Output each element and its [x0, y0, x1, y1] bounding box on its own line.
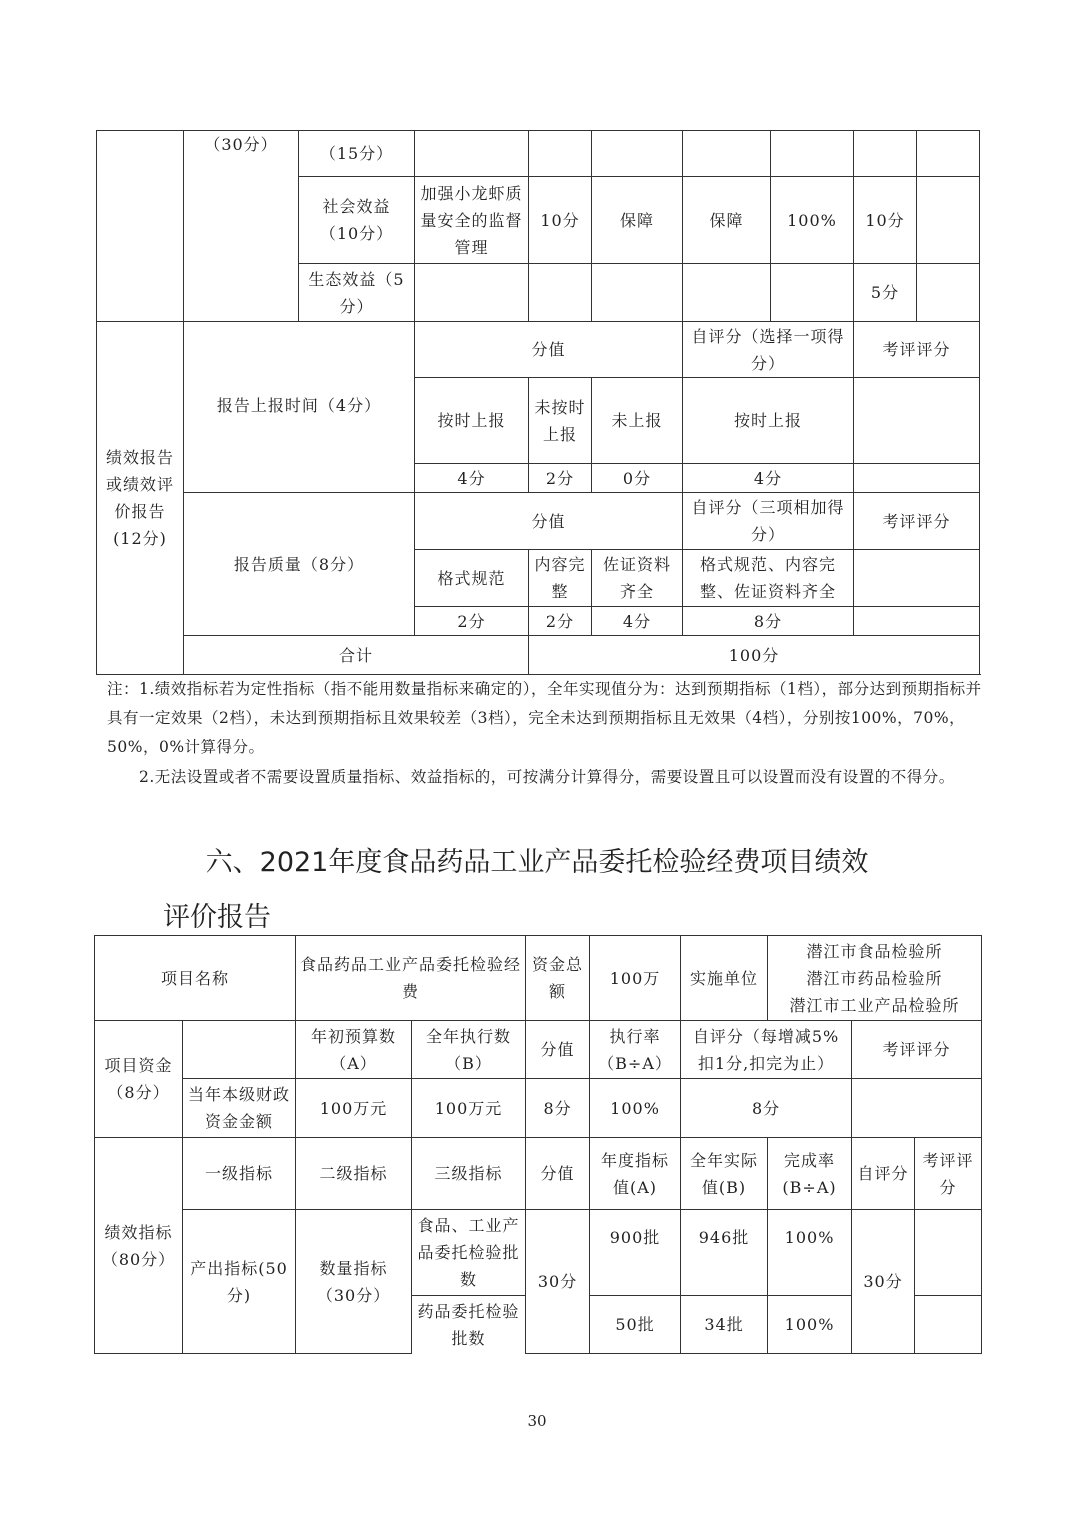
- section-title-cont: 评价报告: [163, 902, 271, 933]
- note-1: 注：1.绩效指标若为定性指标（指不能用数量指标来确定的），全年实现值分为：达到预期指标（1档），部分达到预期指标并具有一定效果（2档），未达到预期指标且效果较差（3档），完全未达到预期指标且无效果（4档），分别按100%，70%，50%，0%计算得分。: [107, 680, 982, 756]
- exec-rate-label: 执行率（B÷A）: [590, 1021, 681, 1079]
- quality-evidence: 佐证资料齐全: [592, 550, 683, 607]
- impl-unit-drug: 潜江市药品检验所: [806, 968, 943, 988]
- impl-unit-industry: 潜江市工业产品检验所: [789, 995, 960, 1015]
- self-score-value: 8分: [681, 1079, 852, 1138]
- social-benefit-actual: 保障: [683, 177, 771, 264]
- indicator-2-target: 50批: [590, 1296, 681, 1354]
- quality-format: 格式规范: [415, 550, 529, 607]
- exec-label: 全年执行数（B）: [412, 1021, 526, 1079]
- category-cell-empty: [97, 131, 184, 322]
- quality-value-format: 2分: [415, 607, 529, 636]
- impl-unit-food: 潜江市食品检验所: [806, 941, 943, 961]
- header-level1: 一级指标: [183, 1138, 296, 1210]
- fin-label: 当年本级财政资金金额: [183, 1079, 296, 1138]
- indicator-1-rate: 100%: [768, 1210, 852, 1296]
- review-score-header: 考评评分: [854, 322, 980, 378]
- option-late: 未按时上报: [529, 378, 592, 464]
- value-on-time: 4分: [415, 464, 529, 493]
- fund-total: 100万: [590, 936, 681, 1021]
- impl-unit-label: 实施单位: [681, 936, 768, 1021]
- indicator-2: 药品委托检验批数: [412, 1296, 526, 1354]
- social-benefit-indicator: 加强小龙虾质量安全的监督管理: [415, 177, 529, 264]
- level2-score: （15分）: [299, 131, 415, 177]
- report-time-label: 报告上报时间（4分）: [184, 322, 415, 493]
- social-benefit-rate: 100%: [771, 177, 854, 264]
- option-on-time: 按时上报: [415, 378, 529, 464]
- score-label: 分值: [526, 1021, 590, 1079]
- self-value-time: 4分: [683, 464, 854, 493]
- indicator-1: 食品、工业产品委托检验批数: [412, 1210, 526, 1296]
- budget-value: 100万元: [296, 1079, 412, 1138]
- qty-label: 数量指标（30分）: [296, 1210, 412, 1354]
- impl-unit: [768, 936, 982, 1021]
- social-benefit-score: 10分: [854, 177, 917, 264]
- header-rate: 完成率(B÷A): [768, 1138, 852, 1210]
- score-value: 8分: [526, 1079, 590, 1138]
- qty-score: 30分: [526, 1210, 590, 1354]
- review-label: 考评评分: [852, 1021, 982, 1079]
- output-label: 产出指标(50分): [183, 1210, 296, 1354]
- total-value: 100分: [529, 636, 980, 675]
- header-review: 考评评分: [915, 1138, 982, 1210]
- indicator-1-actual: 946批: [681, 1210, 768, 1296]
- header-level3: 三级指标: [412, 1138, 526, 1210]
- self-quality: 格式规范、内容完整、佐证资料齐全: [683, 550, 854, 607]
- header-actual: 全年实际值(B): [681, 1138, 768, 1210]
- header-self: 自评分: [852, 1138, 915, 1210]
- indicator-2-actual: 34批: [681, 1296, 768, 1354]
- review-score-header-2: 考评评分: [854, 493, 980, 550]
- value-not-reported: 0分: [592, 464, 683, 493]
- self-score-header-2: 自评分（三项相加得分）: [683, 493, 854, 550]
- project-evaluation-table: [94, 935, 982, 1354]
- header-score: 分值: [526, 1138, 590, 1210]
- evaluation-table-continued: [96, 130, 980, 675]
- option-not-reported: 未上报: [592, 378, 683, 464]
- self-value-quality: 8分: [683, 607, 854, 636]
- fund-label: 项目资金（8分）: [95, 1021, 183, 1138]
- score-header: 分值: [415, 322, 683, 378]
- fund-total-label: 资金总额: [526, 936, 590, 1021]
- quality-value-content: 2分: [529, 607, 592, 636]
- quality-content: 内容完整: [529, 550, 592, 607]
- page-number: 30: [527, 1412, 547, 1430]
- level1-score: （30分）: [184, 131, 299, 322]
- self-label: 自评分（每增减5%扣1分,扣完为止）: [681, 1021, 852, 1079]
- indicator-2-rate: 100%: [768, 1296, 852, 1354]
- report-quality-label: 报告质量（8分）: [184, 493, 415, 636]
- score-header-2: 分值: [415, 493, 683, 550]
- value-late: 2分: [529, 464, 592, 493]
- eco-benefit-label: 生态效益（5分）: [299, 264, 415, 322]
- social-benefit-weight: 10分: [529, 177, 592, 264]
- social-benefit-target: 保障: [592, 177, 683, 264]
- exec-value: 100万元: [412, 1079, 526, 1138]
- budget-label: 年初预算数（A）: [296, 1021, 412, 1079]
- note-2: 2.无法设置或者不需要设置质量指标、效益指标的，可按满分计算得分，需要设置且可以设置而没有设置的不得分。: [139, 768, 955, 786]
- report-category: 绩效报告或绩效评价报告(12分): [97, 322, 184, 675]
- total-label: 合计: [184, 636, 529, 675]
- exec-rate-value: 100%: [590, 1079, 681, 1138]
- perf-label: 绩效指标（80分）: [95, 1138, 183, 1354]
- qty-self-score: 30分: [852, 1210, 915, 1354]
- header-target: 年度指标值(A): [590, 1138, 681, 1210]
- section-title: 六、2021年度食品药品工业产品委托检验经费项目绩效: [205, 847, 869, 878]
- self-score-header: 自评分（选择一项得分）: [683, 322, 854, 378]
- project-name-label: 项目名称: [95, 936, 296, 1021]
- quality-value-evidence: 4分: [592, 607, 683, 636]
- self-choice: 按时上报: [683, 378, 854, 464]
- header-level2: 二级指标: [296, 1138, 412, 1210]
- social-benefit-label: 社会效益（10分）: [299, 177, 415, 264]
- eco-benefit-score: 5分: [854, 264, 917, 322]
- project-name: 食品药品工业产品委托检验经费: [296, 936, 526, 1021]
- indicator-1-target: 900批: [590, 1210, 681, 1296]
